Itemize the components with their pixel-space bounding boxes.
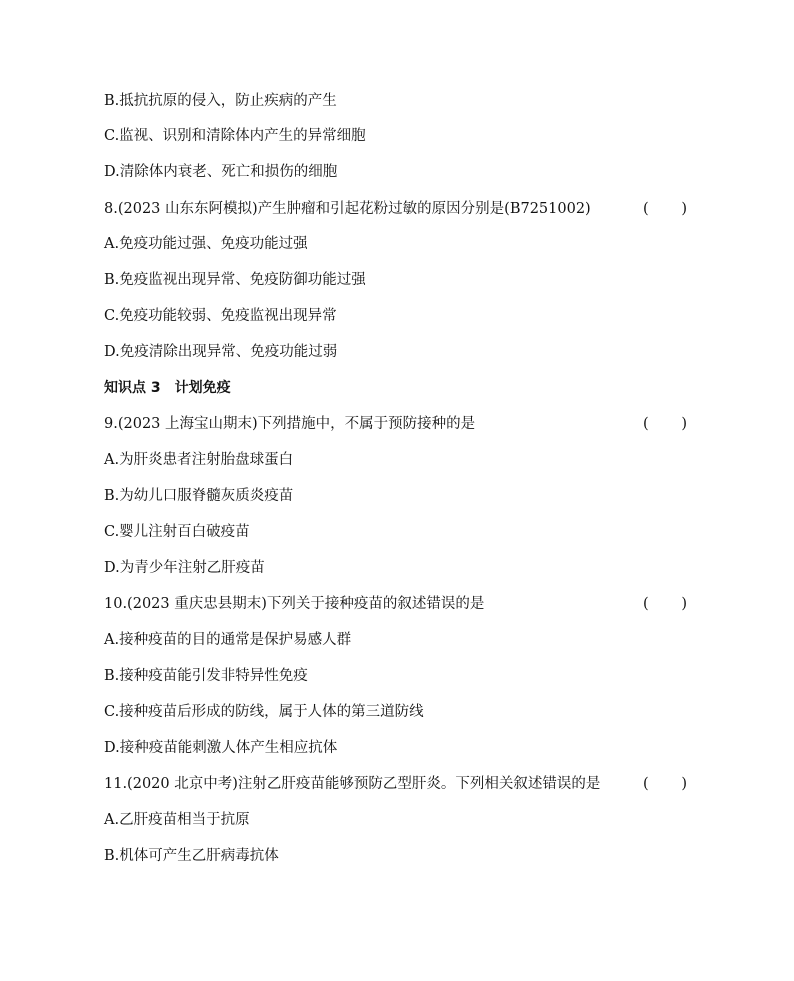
q10-option-a: A.接种疫苗的目的通常是保护易感人群	[104, 632, 352, 648]
bracket-close: )	[681, 776, 687, 792]
answer-bracket-q9	[643, 414, 687, 434]
bracket-close: )	[681, 596, 687, 612]
q8-option-c: C.免疫功能较弱、免疫监视出现异常	[104, 308, 337, 324]
answer-bracket-q11	[643, 774, 687, 794]
q8-option-d: D.免疫清除出现异常、免疫功能过弱	[104, 344, 338, 360]
option-b-line: B.抵抗抗原的侵入，防止疾病的产生	[104, 93, 337, 109]
q11-option-a: A.乙肝疫苗相当于抗原	[104, 812, 250, 828]
option-c-line: C.监视、识别和清除体内产生的异常细胞	[104, 128, 366, 144]
q10-option-b: B.接种疫苗能引发非特异性免疫	[104, 668, 308, 684]
bracket-close: )	[681, 416, 687, 432]
q9-option-b: B.为幼儿口服脊髓灰质炎疫苗	[104, 488, 294, 504]
question-9-stem: 9.(2023 上海宝山期末)下列措施中，不属于预防接种的是	[104, 416, 476, 432]
q9-option-c: C.婴儿注射百白破疫苗	[104, 524, 250, 540]
q8-option-b: B.免疫监视出现异常、免疫防御功能过强	[104, 272, 366, 288]
q10-option-d: D.接种疫苗能刺激人体产生相应抗体	[104, 740, 338, 756]
bracket-open: (	[643, 596, 649, 612]
bracket-open: (	[643, 416, 649, 432]
q9-option-d: D.为青少年注射乙肝疫苗	[104, 560, 265, 576]
section-heading: 知识点 3 计划免疫	[104, 380, 231, 396]
q11-option-b: B.机体可产生乙肝病毒抗体	[104, 848, 279, 864]
bracket-close: )	[681, 201, 687, 217]
answer-bracket-q8	[643, 199, 687, 219]
option-d-line: D.清除体内衰老、死亡和损伤的细胞	[104, 164, 338, 180]
question-8-stem: 8.(2023 山东东阿模拟)产生肿瘤和引起花粉过敏的原因分别是(B7251002)	[104, 201, 591, 217]
bracket-open: (	[643, 776, 649, 792]
question-11-stem: 11.(2020 北京中考)注射乙肝疫苗能够预防乙型肝炎。下列相关叙述错误的是	[104, 776, 601, 792]
q10-option-c: C.接种疫苗后形成的防线，属于人体的第三道防线	[104, 704, 424, 720]
question-10-stem: 10.(2023 重庆忠县期末)下列关于接种疫苗的叙述错误的是	[104, 596, 485, 612]
q9-option-a: A.为肝炎患者注射胎盘球蛋白	[104, 452, 294, 468]
answer-bracket-q10	[643, 594, 687, 614]
q8-option-a: A.免疫功能过强、免疫功能过强	[104, 236, 308, 252]
bracket-open: (	[643, 201, 649, 217]
